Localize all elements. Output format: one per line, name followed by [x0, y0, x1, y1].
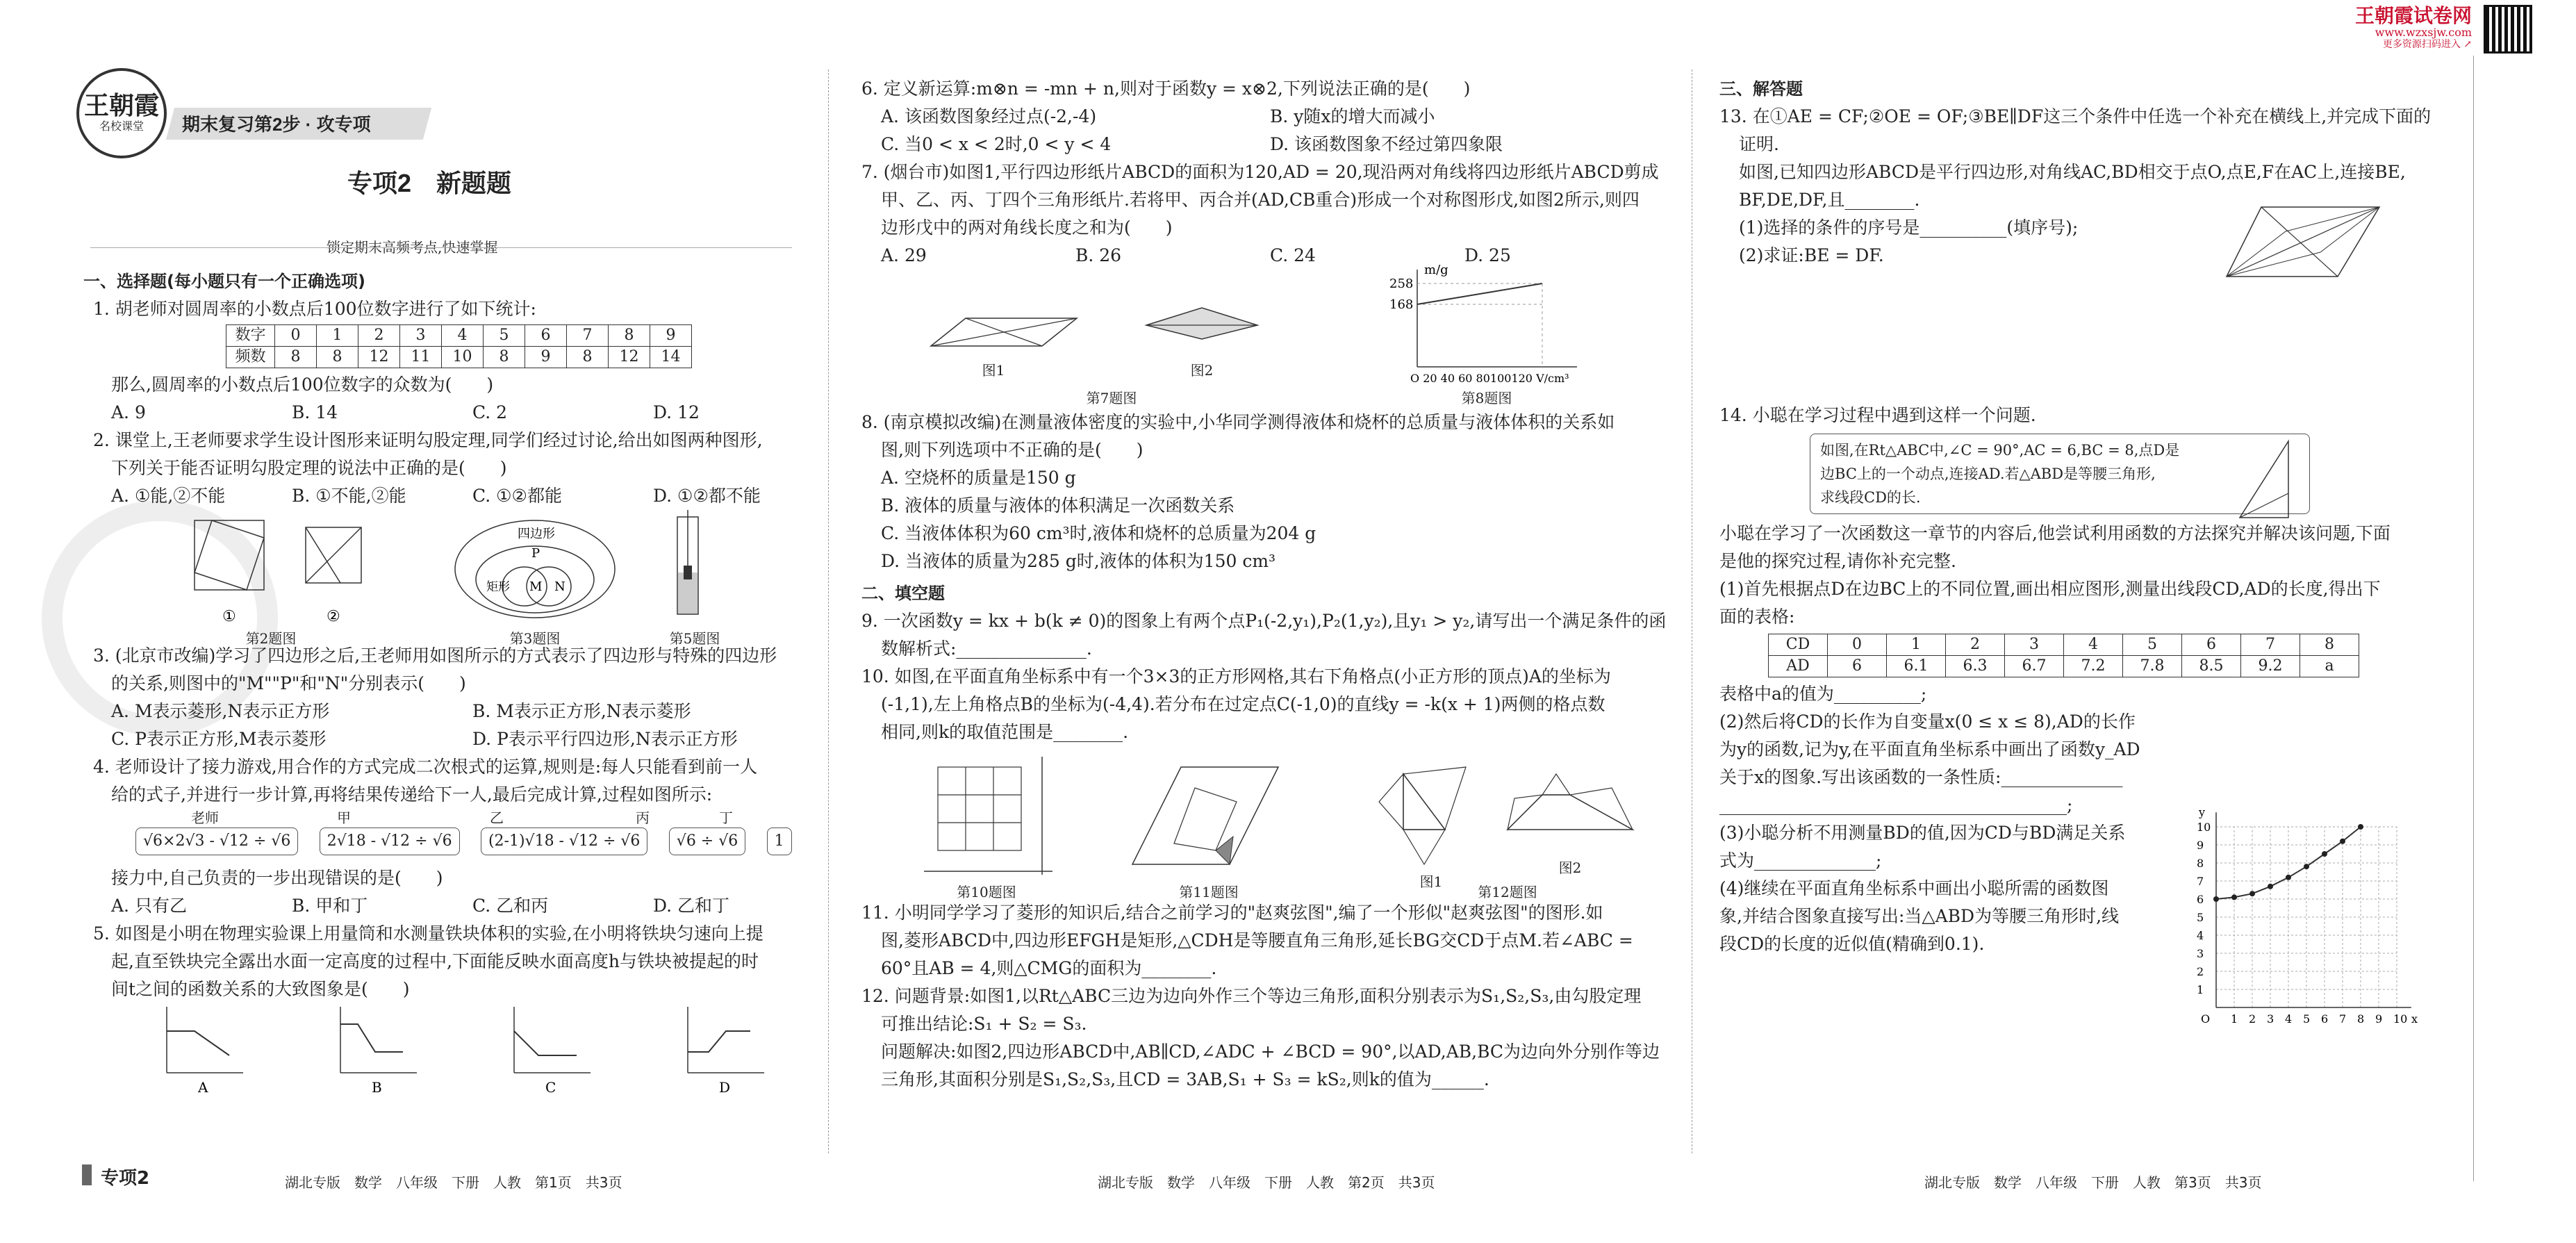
y-tick-label: 6: [2197, 893, 2204, 906]
x-tick-label: 1: [2231, 1012, 2238, 1026]
subtitle-rule: [90, 247, 792, 248]
q7-caption: 第7题图: [1086, 390, 1137, 406]
table-cell: 5: [484, 325, 525, 347]
y-tick-label: 5: [2197, 911, 2204, 924]
q5-line1: 5. 如图是小明在物理实验课上用量筒和水测量铁块体积的实验,在小明将铁块匀速向上提: [93, 923, 763, 944]
table-cell: 6: [525, 325, 567, 347]
q3-option-d[interactable]: D. P表示平行四边形,N表示正方形: [472, 729, 738, 749]
q8-option-a[interactable]: A. 空烧杯的质量是150 g: [881, 468, 1076, 488]
q1-table: [226, 324, 692, 368]
q14-para5: 表格中a的值为__________;: [1719, 684, 1927, 704]
q13-line5: (1)选择的条件的序号是__________(填序号);: [1739, 217, 2079, 238]
q2-line2: 下列关于能否证明勾股定理的说法中正确的是( ): [111, 458, 507, 478]
q10-caption: 第10题图: [957, 884, 1016, 900]
q14-para6: (2)然后将CD的长作为自变量x(0 ≤ x ≤ 8),AD的长作: [1719, 711, 2136, 732]
data-point: [2304, 864, 2309, 869]
data-point: [2286, 875, 2291, 880]
q7-option-c[interactable]: C. 24: [1270, 245, 1316, 265]
q4-line1: 4. 老师设计了接力游戏,用合作的方式完成二次根式的运算,规则是:每人只能看到前一人: [93, 757, 758, 777]
q13-line3: 如图,已知四边形ABCD是平行四边形,对角线AC,BD相交于点O,点E,F在AC上,连接BE,: [1739, 162, 2406, 182]
q8-caption: 第8题图: [1461, 390, 1512, 406]
q14-para7: 为y的函数,记为y,在平面直角坐标系中画出了函数y_AD: [1719, 739, 2140, 759]
q3-options-row1: [83, 698, 820, 725]
q4-expr-bing: √6 ÷ √6: [669, 828, 745, 855]
q14-para4: 面的表格:: [1719, 607, 1795, 627]
q13-line6: (2)求证:BE = DF.: [1739, 245, 1884, 265]
q4-line3: 接力中,自己负责的一步出现错误的是( ): [111, 868, 443, 888]
q7-q8-figures: [861, 263, 1681, 409]
table-cell: 7.8: [2123, 656, 2182, 677]
table-cell: 9: [650, 325, 692, 347]
q12-line2: 可推出结论:S₁ + S₂ = S₃.: [881, 1014, 1087, 1034]
footer-tag-label: 专项2: [101, 1168, 150, 1189]
table-cell: 数字: [226, 325, 275, 347]
q14-para1: 小聪在学习了一次函数这一章节的内容后,他尝试利用函数的方法探究并解决该问题,下面: [1719, 523, 2391, 543]
q12-caption: 第12题图: [1478, 884, 1537, 900]
q7-line2: 甲、乙、丙、丁四个三角形纸片.若将甲、丙合并(AD,CB重合)形成一个对称图形戊,如图2所示,则四: [881, 190, 1640, 210]
q12-line1: 12. 问题背景:如图1,以Rt△ABC三边为边向外作三个等边三角形,面积分别表示为S₁,S₂,S₃,由勾股定理: [861, 986, 1642, 1006]
y-axis-label: y: [2199, 805, 2206, 819]
q14-para8: 关于x的图象.写出该函数的一条性质:______________: [1719, 767, 2123, 787]
q4-relay: [83, 809, 820, 864]
q8-y-label: m/g: [1424, 263, 1448, 277]
table-cell: 1: [1887, 634, 1946, 656]
q1-option-d[interactable]: D. 12: [653, 402, 700, 422]
footer-page-1: 湖北专版 数学 八年级 下册 人教 第1页 共3页: [285, 1174, 622, 1191]
page-subtitle: 锁定期末高频考点,快速掌握: [327, 239, 498, 256]
q8-figure: [1389, 263, 1584, 395]
q5-label-d: D: [719, 1079, 731, 1094]
q4-name-yi: 乙: [490, 809, 504, 826]
q4-name-bing: 丙: [636, 809, 650, 826]
q4-option-a[interactable]: A. 只有乙: [111, 896, 187, 916]
data-point: [2358, 824, 2363, 830]
section-fill: 二、填空题: [861, 584, 945, 603]
q10-line3: 相同,则k的取值范围是________.: [881, 722, 1129, 742]
q14-para12: (4)继续在平面直角坐标系中画出小聪所需的函数图: [1719, 878, 2109, 898]
q13-line4: BF,DE,DF,且________.: [1739, 190, 1920, 210]
table-cell: 6.7: [2005, 656, 2064, 677]
q14-para3: (1)首先根据点D在边BC上的不同位置,画出相应图形,测量出线段CD,AD的长度,得出下: [1719, 579, 2381, 599]
q4-expr-ding: 1: [767, 828, 792, 855]
q4-expr-jia: 2√18 - √12 ÷ √6: [320, 828, 460, 855]
x-tick-label: 2: [2249, 1012, 2256, 1026]
venn-outer-label: 四边形: [518, 527, 555, 541]
q6-options-row1: [861, 103, 1681, 131]
q2-options: [83, 482, 820, 510]
q2-option-d[interactable]: D. ①②都不能: [653, 486, 761, 506]
table-cell: 5: [2123, 634, 2182, 656]
q7-line1: 7. (烟台市)如图1,平行四边形纸片ABCD的面积为120,AD = 20,现沿两对角线将四边形纸片ABCD剪成: [861, 162, 1659, 182]
q14-table: [1768, 634, 2359, 677]
q2-fig1-label: ①: [222, 608, 236, 625]
q14-box-line2: 边BC上的一个动点,连接AD.若△ABD是等腰三角形,: [1820, 466, 2156, 482]
q8-tick-258: 258: [1389, 277, 1414, 291]
q12-line3: 问题解决:如图2,四边形ABCD中,AB∥CD,∠ADC + ∠BCD = 90°,以AD,AB,BC为边向外分别作等边: [881, 1042, 1660, 1062]
q8-line2: 图,则下列选项中不正确的是( ): [881, 440, 1143, 460]
x-tick-label: O: [2201, 1012, 2211, 1026]
footer-page-2: 湖北专版 数学 八年级 下册 人教 第2页 共3页: [1098, 1174, 1435, 1191]
footer-page-3: 湖北专版 数学 八年级 下册 人教 第3页 共3页: [1924, 1174, 2262, 1191]
q8-option-c[interactable]: C. 当液体体积为60 cm³时,液体和烧杯的总质量为204 g: [881, 523, 1316, 543]
q6-option-c[interactable]: C. 当0 < x < 2时,0 < y < 4: [881, 134, 1112, 154]
y-tick-label: 2: [2197, 965, 2204, 978]
q7-option-b[interactable]: B. 26: [1075, 245, 1122, 265]
q4-line2: 给的式子,并进行一步计算,再将结果传递给下一人,最后完成计算,过程如图所示:: [111, 784, 713, 805]
q1-ask: 那么,圆周率的小数点后100位数字的众数为( ): [111, 374, 494, 395]
q4-expr-teacher: √6×2√3 - √12 ÷ √6: [135, 828, 298, 855]
site-logo: 王朝霞试卷网 www.wzxsjw.com 更多资源扫码进入 ↗: [2355, 5, 2472, 50]
table-cell: 8: [609, 325, 650, 347]
q5-caption: 第5题图: [669, 630, 720, 647]
q14-para14: 段CD的长度的近似值(精确到0.1).: [1719, 934, 1985, 954]
series-title: 期末复习第2步 · 攻专项: [182, 114, 371, 135]
y-tick-label: 8: [2197, 857, 2204, 870]
q6-option-b[interactable]: B. y随x的增大而减小: [1270, 106, 1435, 126]
q11-line1: 11. 小明同学学习了菱形的知识后,结合之前学习的"赵爽弦图",编了一个形似"赵爽弦图"的图形.如: [861, 903, 1603, 923]
q14-para11: 式为______________;: [1719, 850, 1882, 871]
table-cell: 8: [567, 347, 609, 368]
table-cell: 2: [358, 325, 400, 347]
table-cell: 8: [2300, 634, 2359, 656]
x-tick-label: 7: [2339, 1012, 2347, 1026]
venn-p-label: P: [531, 546, 540, 561]
q5-line3: 间t之间的函数关系的大致图象是( ): [111, 979, 410, 999]
x-tick-label: 3: [2267, 1012, 2274, 1026]
q14-para10: (3)小聪分析不用测量BD的值,因为CD与BD满足关系: [1719, 823, 2126, 843]
x-tick-label: x: [2411, 1012, 2418, 1026]
q10-line2: (-1,1),左上角格点B的坐标为(-4,4).若分布在过定点C(-1,0)的直线y = -k(x + 1)两侧的格点数: [881, 694, 1605, 714]
table-cell: 14: [650, 347, 692, 368]
x-tick-label: 10: [2393, 1012, 2408, 1026]
q5-graph-d: [674, 1003, 771, 1094]
venn-n-label: N: [554, 579, 565, 594]
table-cell: 0: [1828, 634, 1887, 656]
y-tick-label: 10: [2197, 821, 2211, 834]
table-cell: 6: [2182, 634, 2241, 656]
q8-tick-168: 168: [1389, 297, 1414, 312]
y-tick-label: 4: [2197, 929, 2204, 942]
table-cell: 8: [275, 347, 317, 368]
y-tick-label: 1: [2197, 983, 2204, 996]
table-cell: 6.1: [1887, 656, 1946, 677]
q8-x-ticks: O 20 40 60 80100120 V/cm³: [1410, 372, 1569, 385]
table-cell: 0: [275, 325, 317, 347]
q8-option-b[interactable]: B. 液体的质量与液体的体积满足一次函数关系: [881, 495, 1235, 516]
y-tick-label: 9: [2197, 839, 2204, 852]
x-tick-label: 9: [2375, 1012, 2383, 1026]
q7-fig2-caption: 图2: [1190, 362, 1214, 379]
q12-figure-2: [1501, 767, 1640, 850]
q2-option-b[interactable]: B. ①不能,②能: [292, 486, 406, 506]
section-choice: 一、选择题(每小题只有一个正确选项): [83, 272, 365, 291]
q14-chart: [2188, 799, 2425, 1035]
q14-para2: 是他的探究过程,请你补充完整.: [1719, 551, 1956, 571]
q1-stem: 1. 胡老师对圆周率的小数点后100位数字进行了如下统计:: [93, 299, 536, 319]
q3-options-row2: [83, 725, 820, 753]
y-tick-label: 3: [2197, 947, 2204, 960]
table-cell: 4: [442, 325, 484, 347]
q5-line2: 起,直至铁块完全露出水面一定高度的过程中,下面能反映水面高度h与铁块被提起的时: [111, 951, 759, 971]
table-cell: 12: [358, 347, 400, 368]
q5-graph-c: [500, 1003, 597, 1094]
q8-line1: 8. (南京模拟改编)在测量液体密度的实验中,小华同学测得液体和烧杯的总质量与液体体积的关系如: [861, 412, 1615, 432]
q6-option-a[interactable]: A. 该函数图象经过点(-2,-4): [881, 106, 1097, 126]
q14-problem-box: [1810, 434, 2310, 514]
q13-line1: 13. 在①AE = CF;②OE = OF;③BE∥DF这三个条件中任选一个补充在横线上,并完成下面的: [1719, 106, 2431, 126]
q14-line1: 14. 小聪在学习过程中遇到这样一个问题.: [1719, 405, 2036, 425]
q2-figure-2: [292, 510, 375, 628]
q2-fig2-label: ②: [327, 608, 340, 625]
table-cell: 10: [442, 347, 484, 368]
q3-option-c[interactable]: C. P表示正方形,M表示菱形: [111, 729, 327, 749]
q13-line2: 证明.: [1739, 134, 1779, 154]
q14-triangle-figure: [2233, 434, 2302, 525]
binding-line: [2473, 56, 2474, 1181]
table-cell: 9.2: [2241, 656, 2300, 677]
q7-figure-2: [1139, 297, 1264, 353]
table-cell: CD: [1769, 634, 1828, 656]
q11-caption: 第11题图: [1179, 884, 1239, 900]
q11-line2: 图,菱形ABCD中,四边形EFGH是矩形,△CDH是等腰直角三角形,延长BG交CD于点M.若∠ABC =: [881, 930, 1633, 950]
q4-expr-yi: (2-1)√18 - √12 ÷ √6: [481, 828, 647, 855]
q8-option-d[interactable]: D. 当液体的质量为285 g时,液体的体积为150 cm³: [881, 551, 1276, 571]
q4-name-jia: 甲: [337, 809, 351, 826]
q4-option-d[interactable]: D. 乙和丁: [653, 896, 730, 916]
table-cell: 11: [400, 347, 442, 368]
table-cell: 7: [2241, 634, 2300, 656]
x-tick-label: 6: [2321, 1012, 2329, 1026]
q10-q12-figures: [861, 746, 1681, 899]
data-point: [2249, 891, 2255, 896]
q7-option-d[interactable]: D. 25: [1464, 245, 1511, 265]
data-point: [2340, 839, 2345, 844]
q14-para9: ________________________________________;: [1719, 795, 2073, 815]
q3-option-a[interactable]: A. M表示菱形,N表示正方形: [111, 701, 330, 721]
table-cell: a: [2300, 656, 2359, 677]
q6-line1: 6. 定义新运算:m⊗n = -mn + n,则对于函数y = x⊗2,下列说法正确的是( ): [861, 79, 1471, 99]
table-cell: 7: [567, 325, 609, 347]
x-tick-label: 5: [2303, 1012, 2311, 1026]
q13-figure: [2220, 193, 2386, 283]
table-cell: AD: [1769, 656, 1828, 677]
page-title: 专项2 新题题: [347, 169, 512, 197]
q9-line1: 9. 一次函数y = kx + b(k ≠ 0)的图象上有两个点P₁(-2,y₁),P₂(1,y₂),且y₁ > y₂,请写出一个满足条件的函: [861, 611, 1667, 631]
q4-name-ding: 丁: [719, 809, 733, 826]
q14-para13: 象,并结合图象直接写出:当△ABD为等腰三角形时,线: [1719, 906, 2120, 926]
q12-fig2-caption: 图2: [1558, 859, 1582, 876]
table-cell: 7.2: [2064, 656, 2123, 677]
section-answer: 三、解答题: [1719, 79, 1803, 99]
q1-option-b[interactable]: B. 14: [292, 402, 338, 422]
q1-option-a[interactable]: A. 9: [111, 402, 146, 422]
q11-line3: 60°且AB = 4,则△CMG的面积为________.: [881, 958, 1217, 978]
q7-line3: 边形戊中的两对角线长度之和为( ): [881, 217, 1173, 238]
table-cell: 6: [1828, 656, 1887, 677]
q12-line4: 三角形,其面积分别是S₁,S₂,S₃,且CD = 3AB,S₁ + S₃ = kS₂,则k的值为______.: [881, 1069, 1489, 1089]
table-cell: 8.5: [2182, 656, 2241, 677]
q2-figure-1: [181, 510, 278, 628]
table-cell: 9: [525, 347, 567, 368]
q11-figure: [1125, 753, 1285, 878]
table-cell: 6.3: [1946, 656, 2005, 677]
q13-answer-space: [1719, 270, 2463, 402]
q5-label-c: C: [545, 1079, 556, 1094]
q10-line1: 10. 如图,在平面直角坐标系中有一个3×3的正方形网格,其右下角格点(小正方形的顶点)A的坐标为: [861, 666, 1611, 686]
data-point: [2213, 896, 2219, 902]
table-cell: 3: [2005, 634, 2064, 656]
x-tick-label: 4: [2285, 1012, 2293, 1026]
q2-caption: 第2题图: [245, 630, 297, 647]
q4-options: [83, 892, 820, 920]
table-cell: 频数: [226, 347, 275, 368]
q4-option-b[interactable]: B. 甲和丁: [292, 896, 368, 916]
q2-line1: 2. 课堂上,王老师要求学生设计图形来证明勾股定理,同学们经过讨论,给出如图两种图形,: [93, 430, 763, 450]
q7-fig1-caption: 图1: [982, 362, 1005, 379]
q1-option-c[interactable]: C. 2: [472, 402, 508, 422]
y-tick-label: 7: [2197, 875, 2204, 888]
q7-option-a[interactable]: A. 29: [881, 245, 927, 265]
q12-fig1-caption: 图1: [1419, 873, 1443, 890]
table-cell: 4: [2064, 634, 2123, 656]
q14-box-line3: 求线段CD的长.: [1820, 489, 1921, 506]
data-point: [2268, 884, 2273, 889]
column-divider-1: [828, 69, 829, 1153]
q6-option-d[interactable]: D. 该函数图象不经过第四象限: [1270, 134, 1503, 154]
venn-m-label: M: [529, 579, 543, 594]
data-point: [2231, 894, 2237, 900]
venn-rect-label: 矩形: [486, 580, 510, 594]
qr-code-icon[interactable]: [2486, 7, 2530, 51]
q4-option-c[interactable]: C. 乙和丙: [472, 896, 549, 916]
q6-options-row2: [861, 131, 1681, 158]
q5-label-b: B: [372, 1079, 382, 1094]
q10-figure: [917, 753, 1056, 878]
q5-graphs: [83, 1003, 820, 1094]
q3-line1: 3. (北京市改编)学习了四边形之后,王老师用如图所示的方式表示了四边形与特殊的四边形: [93, 645, 777, 666]
q1-options: [83, 399, 820, 427]
q2-q3-q5-figures: [83, 510, 820, 647]
column-2: [861, 75, 1681, 1094]
q2-option-a[interactable]: A. ①能,②不能: [111, 486, 226, 506]
q9-line2: 数解析式:_______________.: [881, 639, 1092, 659]
q14-box-line1: 如图,在Rt△ABC中,∠C = 90°,AC = 6,BC = 8,点D是: [1820, 442, 2180, 459]
footer-tag: [82, 1164, 92, 1185]
x-tick-label: 8: [2357, 1012, 2365, 1026]
table-cell: 2: [1946, 634, 2005, 656]
q3-option-b[interactable]: B. M表示正方形,N表示菱形: [472, 701, 691, 721]
table-cell: 12: [609, 347, 650, 368]
table-cell: 8: [317, 347, 358, 368]
q4-name-teacher: 老师: [191, 809, 219, 826]
q5-cylinder-figure: [667, 510, 709, 621]
q12-figure-1: [1376, 753, 1480, 871]
q2-option-c[interactable]: C. ①②都能: [472, 486, 562, 506]
q3-line2: 的关系,则图中的"M""P"和"N"分别表示( ): [111, 673, 466, 693]
data-point: [2322, 851, 2327, 857]
table-cell: 1: [317, 325, 358, 347]
table-cell: 8: [484, 347, 525, 368]
q5-graph-b: [327, 1003, 424, 1094]
q5-graph-a: [153, 1003, 250, 1094]
q3-caption: 第3题图: [509, 630, 561, 647]
q3-venn-figure: [452, 517, 618, 621]
table-cell: 3: [400, 325, 442, 347]
column-1: [83, 267, 820, 1094]
q5-label-a: A: [198, 1079, 208, 1094]
logo: 王朝霞 名校课堂: [76, 68, 167, 158]
